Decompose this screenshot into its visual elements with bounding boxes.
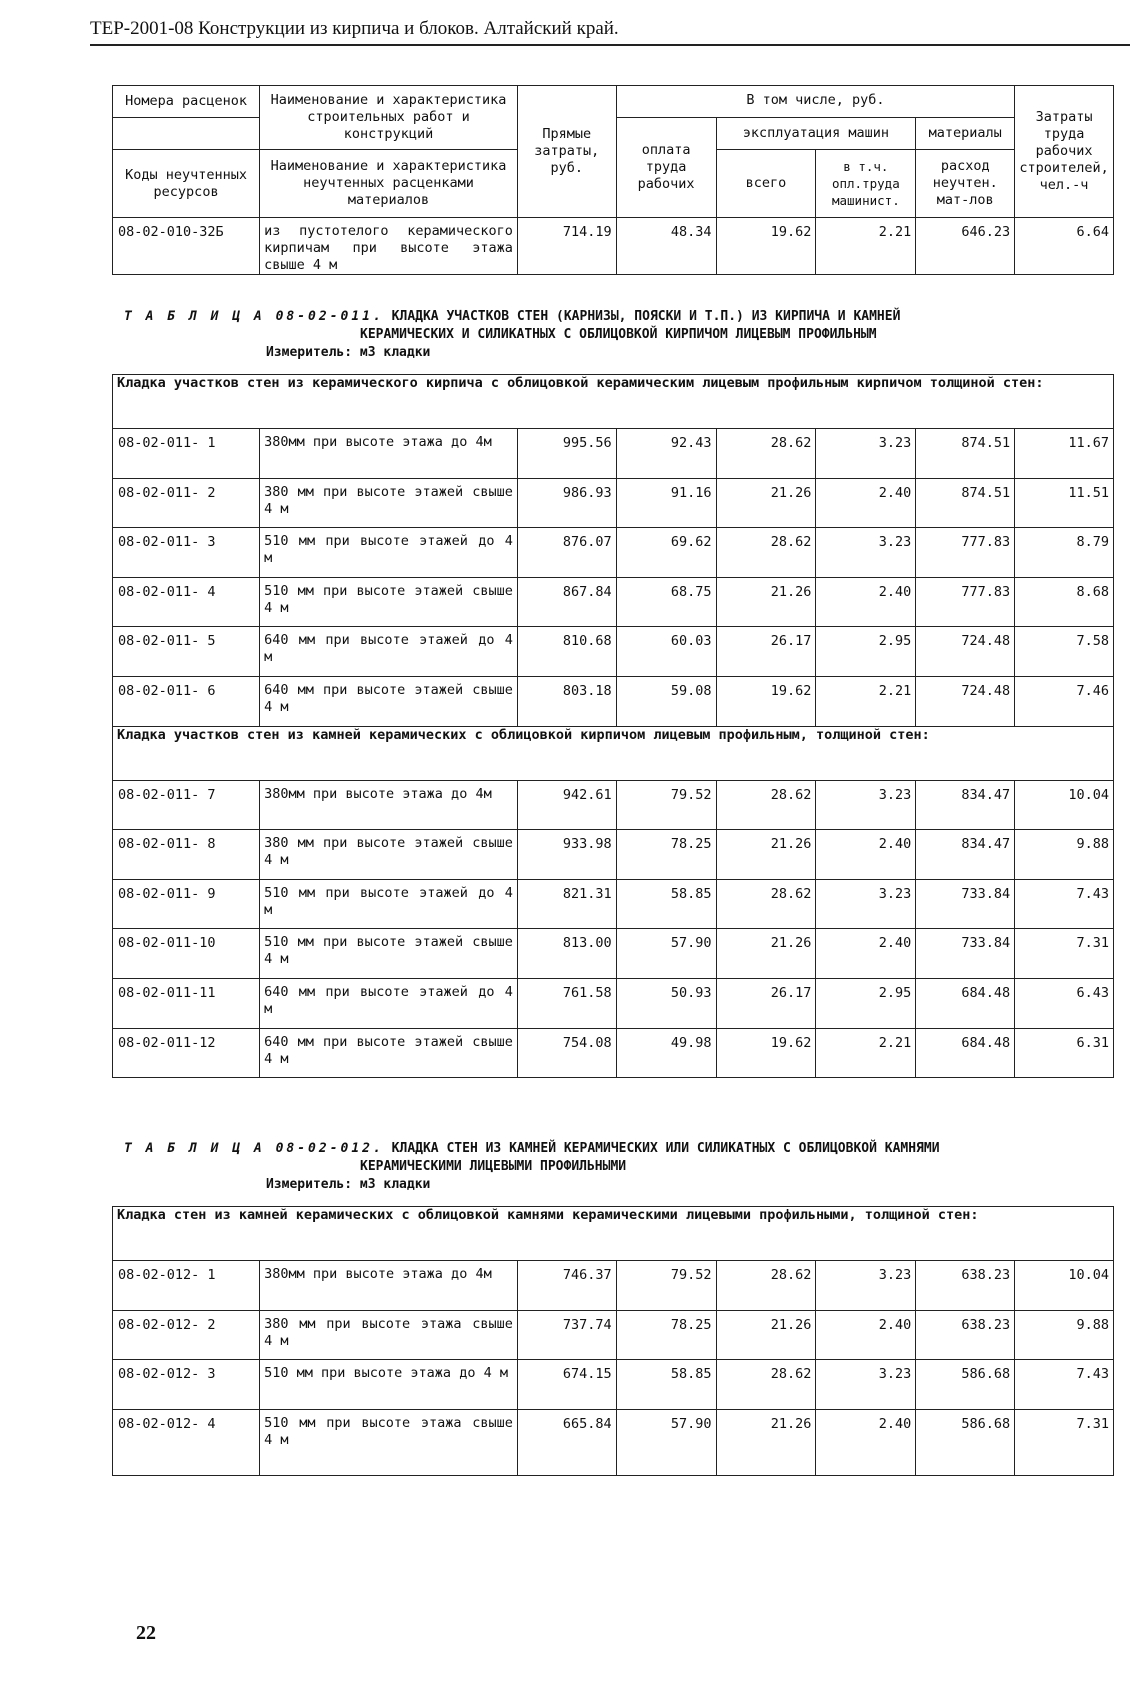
- direct-costs: 665.84: [517, 1409, 616, 1475]
- rate-code: 08-02-011- 7: [113, 780, 260, 830]
- material-costs: 733.84: [916, 879, 1015, 929]
- header-spacer: [113, 118, 260, 150]
- table-row: [113, 429, 1114, 479]
- machine-costs: 19.62: [716, 1028, 816, 1078]
- machine-costs: 19.62: [716, 218, 816, 275]
- labor-costs: 6.31: [1015, 1028, 1114, 1078]
- rate-code: 08-02-011-11: [113, 978, 260, 1028]
- table-row: [113, 577, 1114, 627]
- direct-costs: 746.37: [517, 1261, 616, 1311]
- table-row: [113, 478, 1114, 528]
- machinist-pay: 3.23: [816, 780, 916, 830]
- direct-costs: 876.07: [517, 528, 616, 578]
- machine-costs: 26.17: [716, 978, 816, 1028]
- machinist-pay: 3.23: [816, 1261, 916, 1311]
- direct-costs: 986.93: [517, 478, 616, 528]
- rate-code: 08-02-011- 2: [113, 478, 260, 528]
- machine-costs: 28.62: [716, 879, 816, 929]
- work-name: 640 мм при высоте этажей свыше 4 м: [260, 676, 518, 726]
- worker-pay: 58.85: [616, 1360, 716, 1410]
- table-row: [113, 1028, 1114, 1078]
- work-name: 640 мм при высоте этажей свыше 4 м: [260, 1028, 518, 1078]
- material-costs: 777.83: [916, 528, 1015, 578]
- material-costs: 777.83: [916, 577, 1015, 627]
- work-name: 380 мм при высоте этажей свыше 4 м: [260, 830, 518, 880]
- material-costs: 638.23: [916, 1261, 1015, 1311]
- worker-pay: 91.16: [616, 478, 716, 528]
- material-costs: 586.68: [916, 1409, 1015, 1475]
- direct-costs: 813.00: [517, 929, 616, 979]
- material-costs: 638.23: [916, 1310, 1015, 1360]
- direct-costs: 942.61: [517, 780, 616, 830]
- caption-line2: КЕРАМИЧЕСКИМИ ЛИЦЕВЫМИ ПРОФИЛЬНЫМИ: [360, 1159, 627, 1174]
- machinist-pay: 2.40: [816, 929, 916, 979]
- table-caption-08-02-011: [124, 308, 1124, 362]
- table-row: [113, 627, 1114, 677]
- rate-code: 08-02-012- 4: [113, 1409, 260, 1475]
- rate-code: 08-02-011- 8: [113, 830, 260, 880]
- direct-costs: 933.98: [517, 830, 616, 880]
- section-heading: Кладка участков стен из керамического кирпича с облицовкой керамическим лицевым профильным кирпичом толщиной стен:: [113, 375, 1114, 429]
- material-costs: 684.48: [916, 1028, 1015, 1078]
- work-name: 380 мм при высоте этажей свыше 4 м: [260, 478, 518, 528]
- labor-costs: 7.43: [1015, 1360, 1114, 1410]
- table-row: [113, 528, 1114, 578]
- direct-costs: 821.31: [517, 879, 616, 929]
- table-row: [113, 1310, 1114, 1360]
- direct-costs: 737.74: [517, 1310, 616, 1360]
- machinist-pay: 2.21: [816, 1028, 916, 1078]
- machine-costs: 21.26: [716, 478, 816, 528]
- labor-costs: 7.31: [1015, 929, 1114, 979]
- header-machines-total: всего: [716, 150, 816, 218]
- machine-costs: 26.17: [716, 627, 816, 677]
- worker-pay: 69.62: [616, 528, 716, 578]
- worker-pay: 57.90: [616, 929, 716, 979]
- work-name: 510 мм при высоте этажей до 4 м: [260, 528, 518, 578]
- table-row: [113, 879, 1114, 929]
- material-costs: 724.48: [916, 676, 1015, 726]
- rate-code: 08-02-010-32Б: [113, 218, 260, 275]
- work-name: 510 мм при высоте этажей свыше 4 м: [260, 929, 518, 979]
- labor-costs: 11.51: [1015, 478, 1114, 528]
- direct-costs: 810.68: [517, 627, 616, 677]
- labor-costs: 7.31: [1015, 1409, 1114, 1475]
- section-heading: Кладка стен из камней керамических с облицовкой камнями керамическими лицевыми профильными, толщиной стен:: [113, 1207, 1114, 1261]
- material-costs: 874.51: [916, 478, 1015, 528]
- machinist-pay: 2.21: [816, 218, 916, 275]
- material-costs: 733.84: [916, 929, 1015, 979]
- labor-costs: 10.04: [1015, 780, 1114, 830]
- work-name: 380мм при высоте этажа до 4м: [260, 429, 518, 479]
- rate-code: 08-02-011- 3: [113, 528, 260, 578]
- rate-code: 08-02-011- 4: [113, 577, 260, 627]
- worker-pay: 50.93: [616, 978, 716, 1028]
- table-row: [113, 830, 1114, 880]
- measure-unit: Измеритель: м3 кладки: [266, 345, 431, 360]
- labor-costs: 7.46: [1015, 676, 1114, 726]
- worker-pay: 57.90: [616, 1409, 716, 1475]
- machine-costs: 28.62: [716, 1360, 816, 1410]
- caption-label: Т А Б Л И Ц А 08-02-011.: [124, 309, 384, 324]
- worker-pay: 78.25: [616, 1310, 716, 1360]
- worker-pay: 79.52: [616, 780, 716, 830]
- direct-costs: 761.58: [517, 978, 616, 1028]
- table-row: [113, 978, 1114, 1028]
- table-row: [113, 1360, 1114, 1410]
- material-costs: 586.68: [916, 1360, 1015, 1410]
- machinist-pay: 2.40: [816, 1409, 916, 1475]
- machinist-pay: 2.40: [816, 478, 916, 528]
- direct-costs: 714.19: [517, 218, 616, 275]
- rate-code: 08-02-011- 1: [113, 429, 260, 479]
- work-name: 640 мм при высоте этажей до 4 м: [260, 627, 518, 677]
- work-name: 640 мм при высоте этажей до 4 м: [260, 978, 518, 1028]
- section-heading-row: [113, 1207, 1114, 1261]
- labor-costs: 7.43: [1015, 879, 1114, 929]
- worker-pay: 79.52: [616, 1261, 716, 1311]
- machine-costs: 28.62: [716, 528, 816, 578]
- labor-costs: 9.88: [1015, 1310, 1114, 1360]
- header-direct-costs: Прямые затраты, руб.: [517, 86, 616, 218]
- worker-pay: 92.43: [616, 429, 716, 479]
- material-costs: 874.51: [916, 429, 1015, 479]
- machine-costs: 21.26: [716, 1310, 816, 1360]
- header-rate-number: Номера расценок: [113, 86, 260, 118]
- machinist-pay: 2.40: [816, 830, 916, 880]
- table-row: [113, 218, 1114, 275]
- material-costs: 834.47: [916, 830, 1015, 880]
- table-row: [113, 1409, 1114, 1475]
- work-name: 510 мм при высоте этажа свыше 4 м: [260, 1409, 518, 1475]
- header-machines: эксплуатация машин: [716, 118, 916, 150]
- worker-pay: 68.75: [616, 577, 716, 627]
- rate-code: 08-02-011-12: [113, 1028, 260, 1078]
- machine-costs: 21.26: [716, 577, 816, 627]
- rate-code: 08-02-012- 3: [113, 1360, 260, 1410]
- work-name: 380мм при высоте этажа до 4м: [260, 1261, 518, 1311]
- material-costs: 684.48: [916, 978, 1015, 1028]
- table-row: [113, 929, 1114, 979]
- machine-costs: 21.26: [716, 830, 816, 880]
- machinist-pay: 3.23: [816, 528, 916, 578]
- worker-pay: 58.85: [616, 879, 716, 929]
- header-material-name: Наименование и характеристика неучтенных расценками материалов: [260, 150, 518, 218]
- material-costs: 646.23: [916, 218, 1015, 275]
- header-material-consumption: расход неучтен. мат-лов: [916, 150, 1015, 218]
- section-heading-row: [113, 375, 1114, 429]
- labor-costs: 9.88: [1015, 830, 1114, 880]
- caption-line1: КЛАДКА СТЕН ИЗ КАМНЕЙ КЕРАМИЧЕСКИХ ИЛИ СИЛИКАТНЫХ С ОБЛИЦОВКОЙ КАМНЯМИ: [391, 1141, 940, 1156]
- header-work-name: Наименование и характеристика строительных работ и конструкций: [260, 86, 518, 150]
- machinist-pay: 2.21: [816, 676, 916, 726]
- rate-code: 08-02-011- 5: [113, 627, 260, 677]
- labor-costs: 6.64: [1015, 218, 1114, 275]
- machinist-pay: 2.40: [816, 1310, 916, 1360]
- machine-costs: 28.62: [716, 780, 816, 830]
- caption-line2: КЕРАМИЧЕСКИХ И СИЛИКАТНЫХ С ОБЛИЦОВКОЙ КИРПИЧОМ ЛИЦЕВЫМ ПРОФИЛЬНЫМ: [360, 327, 877, 342]
- work-name: 380мм при высоте этажа до 4м: [260, 780, 518, 830]
- work-name: из пустотелого керамического кирпичам при высоте этажа свыше 4 м: [260, 218, 518, 275]
- machine-costs: 21.26: [716, 1409, 816, 1475]
- caption-line1: КЛАДКА УЧАСТКОВ СТЕН (КАРНИЗЫ, ПОЯСКИ И Т.П.) ИЗ КИРПИЧА И КАМНЕЙ: [391, 309, 901, 324]
- labor-costs: 7.58: [1015, 627, 1114, 677]
- header-labor-costs: Затраты труда рабочих строителей, чел.-ч: [1015, 86, 1114, 218]
- machinist-pay: 2.95: [816, 627, 916, 677]
- machine-costs: 21.26: [716, 929, 816, 979]
- section-heading: Кладка участков стен из камней керамических с облицовкой кирпичом лицевым профильным, толщиной стен:: [113, 726, 1114, 780]
- work-name: 510 мм при высоте этажа до 4 м: [260, 1360, 518, 1410]
- labor-costs: 6.43: [1015, 978, 1114, 1028]
- worker-pay: 59.08: [616, 676, 716, 726]
- table-row: [113, 676, 1114, 726]
- rates-table-08-02-012: [112, 1206, 1114, 1476]
- direct-costs: 803.18: [517, 676, 616, 726]
- page-number: 22: [136, 1622, 156, 1644]
- table-caption-08-02-012: [124, 1140, 1124, 1194]
- labor-costs: 10.04: [1015, 1261, 1114, 1311]
- work-name: 380 мм при высоте этажа свыше 4 м: [260, 1310, 518, 1360]
- worker-pay: 78.25: [616, 830, 716, 880]
- worker-pay: 48.34: [616, 218, 716, 275]
- section-heading-row: [113, 726, 1114, 780]
- caption-label: Т А Б Л И Ц А 08-02-012.: [124, 1141, 384, 1156]
- labor-costs: 8.79: [1015, 528, 1114, 578]
- machinist-pay: 2.95: [816, 978, 916, 1028]
- machinist-pay: 3.23: [816, 1360, 916, 1410]
- rates-table-header: [112, 85, 1114, 275]
- machinist-pay: 2.40: [816, 577, 916, 627]
- machine-costs: 19.62: [716, 676, 816, 726]
- direct-costs: 995.56: [517, 429, 616, 479]
- rate-code: 08-02-011-10: [113, 929, 260, 979]
- labor-costs: 11.67: [1015, 429, 1114, 479]
- header-resource-codes: Коды неучтенных ресурсов: [113, 150, 260, 218]
- machine-costs: 28.62: [716, 1261, 816, 1311]
- page-header: ТЕР-2001-08 Конструкции из кирпича и блоков. Алтайский край.: [90, 18, 1130, 46]
- direct-costs: 754.08: [517, 1028, 616, 1078]
- direct-costs: 674.15: [517, 1360, 616, 1410]
- direct-costs: 867.84: [517, 577, 616, 627]
- header-machinist-pay: в т.ч. опл.труда машинист.: [816, 150, 916, 218]
- rates-table-08-02-011: [112, 374, 1114, 1078]
- header-worker-pay: оплата труда рабочих: [616, 118, 716, 218]
- worker-pay: 49.98: [616, 1028, 716, 1078]
- work-name: 510 мм при высоте этажей до 4 м: [260, 879, 518, 929]
- material-costs: 834.47: [916, 780, 1015, 830]
- material-costs: 724.48: [916, 627, 1015, 677]
- machinist-pay: 3.23: [816, 879, 916, 929]
- rate-code: 08-02-011- 9: [113, 879, 260, 929]
- work-name: 510 мм при высоте этажей свыше 4 м: [260, 577, 518, 627]
- header-materials: материалы: [916, 118, 1015, 150]
- table-row: [113, 1261, 1114, 1311]
- table-row: [113, 780, 1114, 830]
- rate-code: 08-02-012- 1: [113, 1261, 260, 1311]
- worker-pay: 60.03: [616, 627, 716, 677]
- labor-costs: 8.68: [1015, 577, 1114, 627]
- machine-costs: 28.62: [716, 429, 816, 479]
- header-including: В том числе, руб.: [616, 86, 1014, 118]
- rate-code: 08-02-012- 2: [113, 1310, 260, 1360]
- rate-code: 08-02-011- 6: [113, 676, 260, 726]
- machinist-pay: 3.23: [816, 429, 916, 479]
- measure-unit: Измеритель: м3 кладки: [266, 1177, 431, 1192]
